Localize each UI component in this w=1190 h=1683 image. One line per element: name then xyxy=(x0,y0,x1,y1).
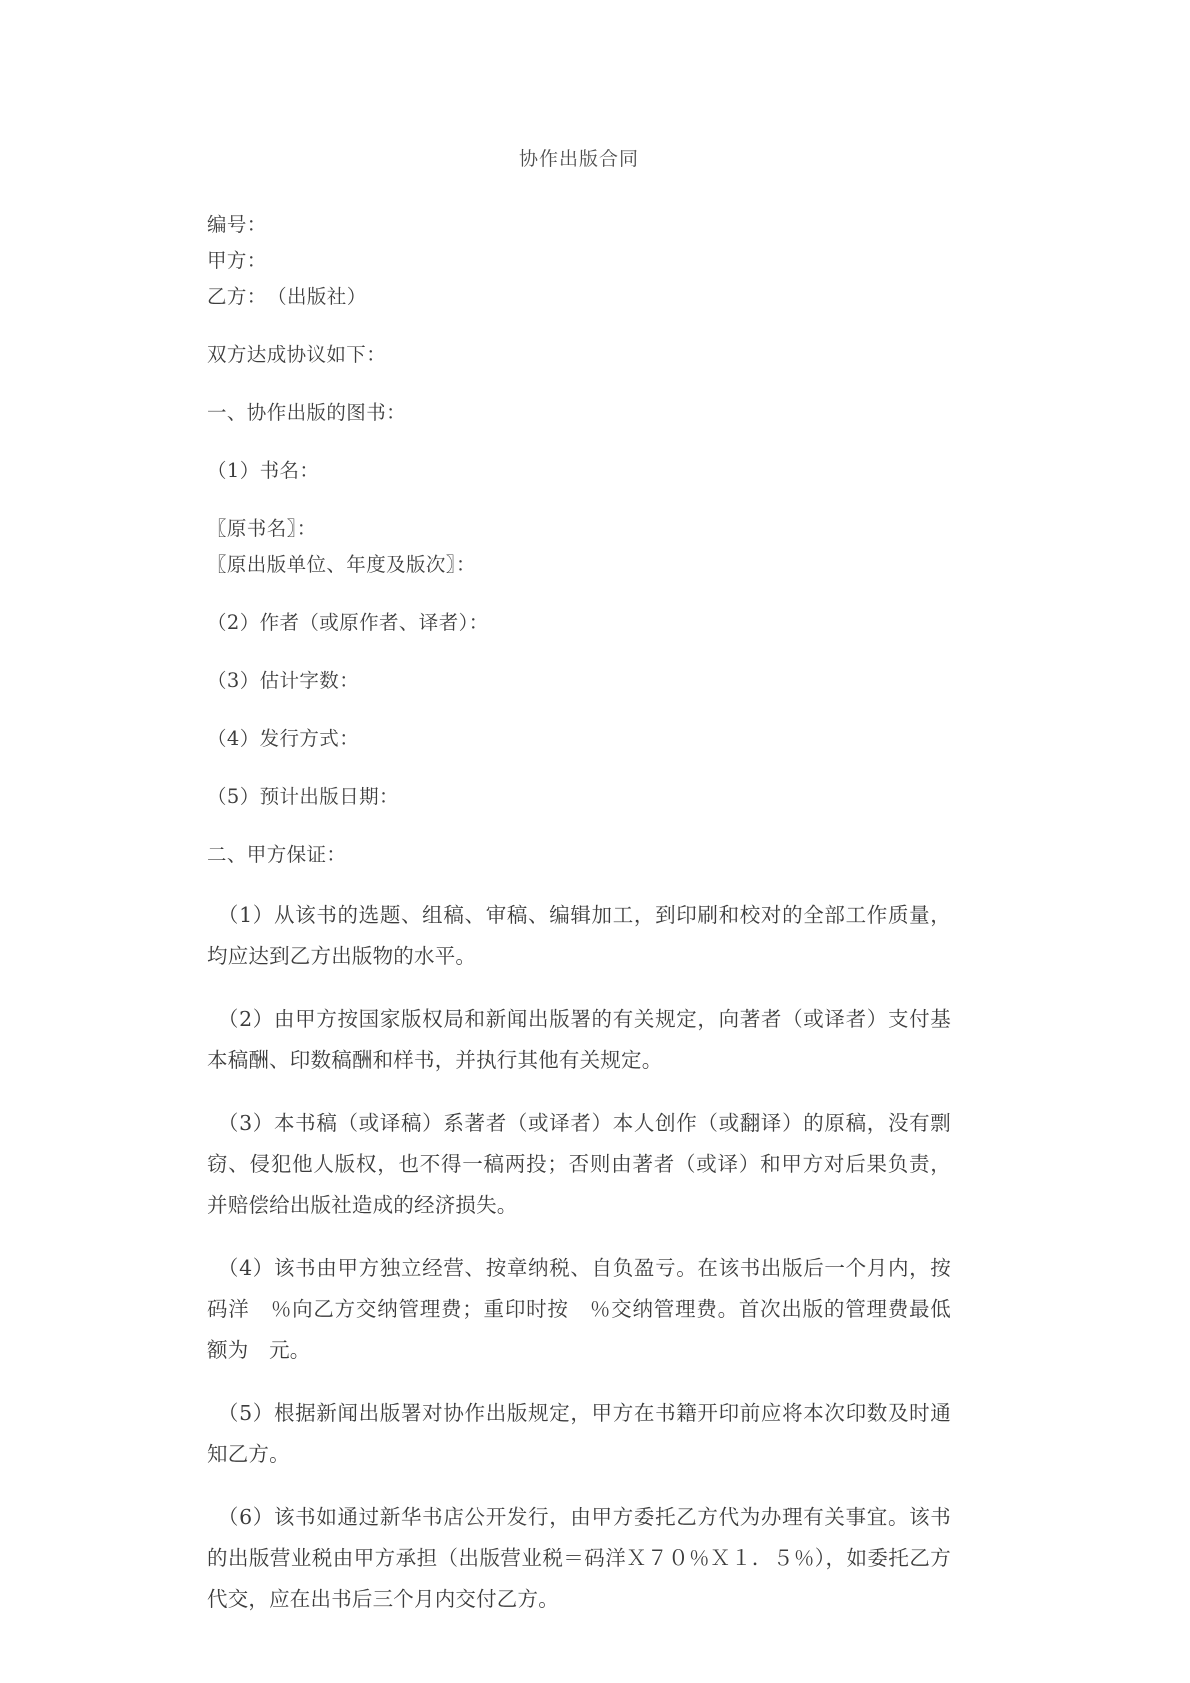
header-fields xyxy=(207,207,951,315)
item-original-title: 〖原书名〗： xyxy=(207,517,317,540)
clause-4: （4）该书由甲方独立经营、按章纳税、自负盈亏。在该书出版后一个月内，按码洋 ％向乙方交纳管理费；重印时按 ％交纳管理费。首次出版的管理费最低额为 元。 xyxy=(207,1256,951,1362)
item-book-title: （1）书名： xyxy=(207,459,320,482)
document-content xyxy=(207,0,951,1620)
clause-5: （5）根据新闻出版署对协作出版规定，甲方在书籍开印前应将本次印数及时通知乙方。 xyxy=(207,1401,951,1466)
clause-6: （6）该书如通过新华书店公开发行，由甲方委托乙方代为办理有关事宜。该书的出版营业税由甲方承担（出版营业税＝码洋Ｘ７０％Ｘ１．５％），如委托乙方代交，应在出书后三个月内交付乙方。 xyxy=(207,1505,951,1611)
spacer xyxy=(207,583,951,605)
spacer xyxy=(207,815,951,837)
spacer xyxy=(207,1226,951,1248)
item-distribution-method: （4）发行方式： xyxy=(207,727,360,750)
item-original-publisher: 〖原出版单位、年度及版次〗： xyxy=(207,553,476,576)
clause-1: （1）从该书的选题、组稿、审稿、编辑加工，到印刷和校对的全部工作质量，均应达到乙方出版物的水平。 xyxy=(207,903,951,968)
spacer xyxy=(207,977,951,999)
spacer xyxy=(207,431,951,453)
item-word-count: （3）估计字数： xyxy=(207,669,360,692)
spacer xyxy=(207,757,951,779)
clause-2: （2）由甲方按国家版权局和新闻出版署的有关规定，向著者（或译者）支付基本稿酬、印数稿酬和样书，并执行其他有关规定。 xyxy=(207,1007,951,1072)
intro-text: 双方达成协议如下： xyxy=(207,343,387,366)
spacer xyxy=(207,699,951,721)
section-one-heading: 一、协作出版的图书： xyxy=(207,401,407,424)
spacer xyxy=(207,315,951,337)
section-two-heading: 二、甲方保证： xyxy=(207,843,347,866)
spacer xyxy=(207,489,951,511)
spacer xyxy=(207,873,951,895)
spacer xyxy=(207,1371,951,1393)
clause-3: （3）本书稿（或译稿）系著者（或译者）本人创作（或翻译）的原稿，没有剽窃、侵犯他人版权，也不得一稿两投；否则由著者（或译）和甲方对后果负责，并赔偿给出版社造成的经济损失。 xyxy=(207,1111,951,1217)
item-author: （2）作者（或原作者、译者）： xyxy=(207,611,489,634)
spacer xyxy=(207,1081,951,1103)
field-party-a: 甲方： xyxy=(207,249,267,272)
spacer xyxy=(207,373,951,395)
spacer xyxy=(207,641,951,663)
page-title: 协作出版合同 xyxy=(518,148,639,170)
item-expected-publish-date: （5）预计出版日期： xyxy=(207,785,399,808)
spacer xyxy=(207,173,951,207)
field-party-b: 乙方： （出版社） xyxy=(207,285,367,308)
spacer xyxy=(207,1475,951,1497)
field-serial-number: 编号： xyxy=(207,213,267,236)
